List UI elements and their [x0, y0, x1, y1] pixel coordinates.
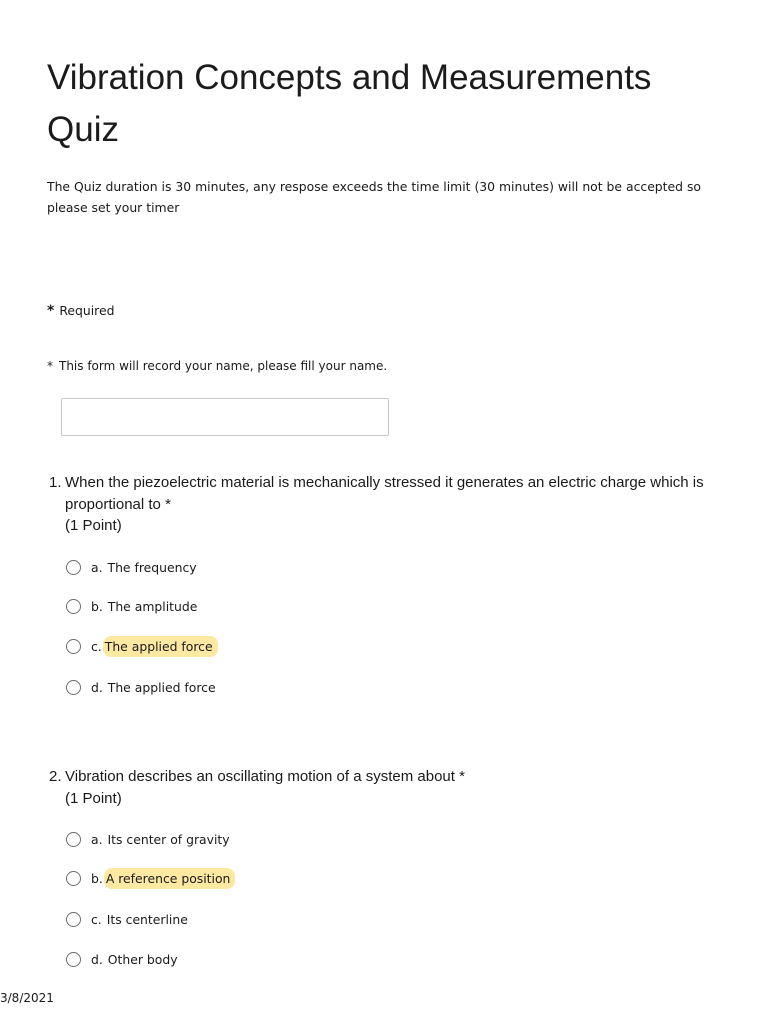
q1-option-d[interactable]: [66, 676, 216, 698]
name-record-notice: [47, 359, 387, 373]
question-1: [49, 472, 729, 537]
radio-button[interactable]: [66, 680, 81, 695]
radio-button[interactable]: [66, 599, 81, 614]
question-2: [49, 766, 729, 809]
option-label: b. A reference position: [91, 871, 235, 886]
question-points: (1 Point): [65, 517, 122, 534]
option-label: d. The applied force: [91, 679, 216, 695]
radio-button[interactable]: [66, 871, 81, 886]
form-title: Vibration Concepts and Measurements Quiz: [47, 58, 652, 149]
name-input[interactable]: [61, 398, 389, 436]
q2-option-b[interactable]: [66, 867, 235, 889]
record-star: *: [47, 359, 53, 373]
option-label: c. Its centerline: [91, 911, 188, 927]
q1-option-c[interactable]: [66, 635, 218, 657]
highlighted-answer: The applied force: [103, 636, 218, 657]
question-header: [49, 766, 729, 809]
question-text: When the piezoelectric material is mechanically stressed it generates an electric charge which is proportional to *: [65, 474, 704, 513]
q2-option-d[interactable]: [66, 948, 178, 970]
option-label: c. The applied force: [91, 639, 218, 654]
question-header: [49, 472, 729, 537]
highlighted-answer: A reference position: [104, 868, 236, 889]
radio-button[interactable]: [66, 952, 81, 967]
option-label: a. The frequency: [91, 559, 197, 575]
radio-button[interactable]: [66, 912, 81, 927]
question-text: Vibration describes an oscillating motion of a system about *: [65, 768, 465, 785]
record-notice-text: This form will record your name, please fill your name.: [59, 359, 388, 373]
option-label: b. The amplitude: [91, 598, 198, 614]
q1-option-a[interactable]: [66, 556, 197, 578]
q1-option-b[interactable]: [66, 595, 197, 617]
question-number: 2.: [49, 768, 62, 785]
radio-button[interactable]: [66, 560, 81, 575]
print-date: 3/8/2021: [0, 991, 54, 1005]
option-label: d. Other body: [91, 951, 178, 967]
option-label: a. Its center of gravity: [91, 831, 230, 847]
required-label: Required: [59, 303, 115, 318]
q2-option-c[interactable]: [66, 908, 188, 930]
q2-option-a[interactable]: [66, 828, 230, 850]
radio-button[interactable]: [66, 832, 81, 847]
question-points: (1 Point): [65, 789, 122, 807]
form-description: The Quiz duration is 30 minutes, any respose exceeds the time limit (30 minutes) will not be accepted so please set your timer: [47, 179, 701, 215]
radio-button[interactable]: [66, 639, 81, 654]
question-number: 1.: [49, 474, 62, 491]
required-note: [47, 303, 114, 319]
required-star: *: [47, 303, 55, 319]
